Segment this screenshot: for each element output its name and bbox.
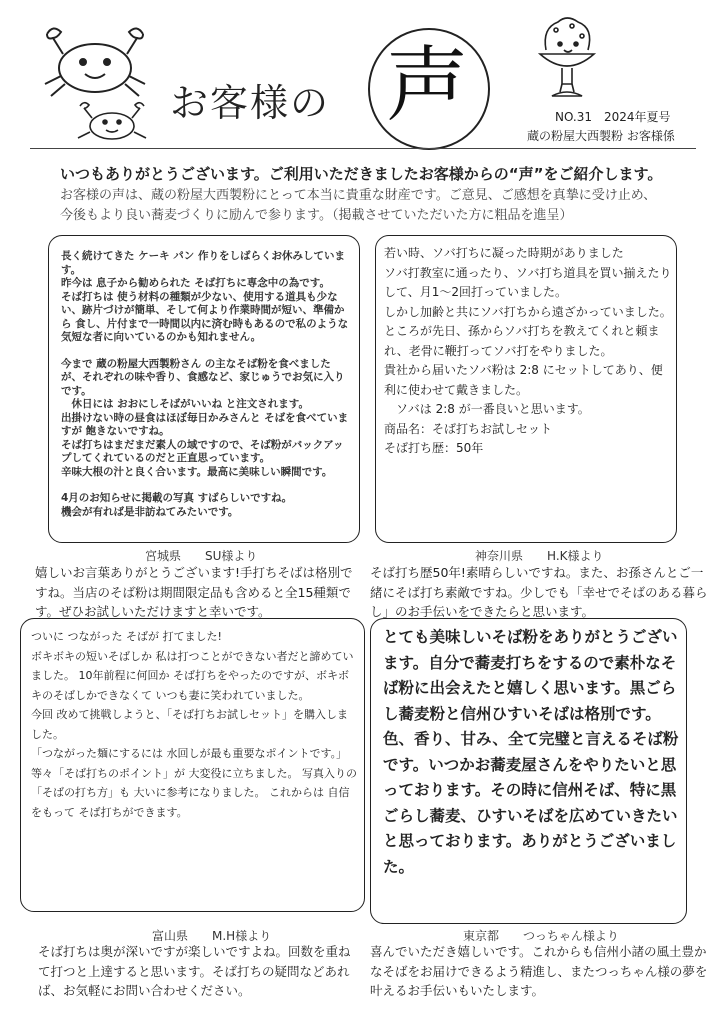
letter-card-tokyo: [370, 618, 687, 924]
letter-paragraph: しかし加齢と共にソバ打ちから遠ざかっていました。: [384, 304, 672, 319]
intro-headline: いつもありがとうございます。ご利用いただきましたお客様からの“声”をご紹介します。: [60, 165, 663, 183]
letter-paragraph: とても美味しいそば粉をありがとうございます。自分で蕎麦打ちをするので素朴なそば粉に出会えたと嬉しく思います。黒ごらし蕎麦粉と信州ひすいそばは格別です。色、香り、甘み、全て完璧と言えるそば粉です。いつかお蕎麦屋さんをやりたいと思っております。その時に信州そば、特に黒ごらし蕎麦、ひすいそばを広めていきたいと思っております。ありがとうございました。: [383, 628, 679, 876]
letter-handwritten-text: [31, 627, 357, 822]
intro-body-line: 今後もより良い蕎麦づくりに励んで参ります。（掲載させていただいた方に粗品を進呈）: [60, 208, 573, 223]
letter-paragraph: 辛味大根の汁と良く合います。最高に美味しい瞬間です。: [61, 465, 333, 478]
letter-paragraph: 機会が有れば是非訪ねてみたいです。: [61, 505, 239, 518]
letter-card-miyagi: [48, 235, 360, 543]
intro-body: [60, 186, 700, 226]
paragraph-gap: [61, 479, 351, 492]
letter-paragraph: 貴社から届いたソバ粉は 2:8 にセットしてあり、便利に使わせて戴きました。: [384, 363, 663, 397]
letter-paragraph: 今回 改めて挑戦しようと、「そば打ちお試しセット」を購入しました。: [31, 708, 348, 741]
letter-signature: 神奈川県 H.K様より: [475, 549, 604, 563]
staff-reply: そば打ちは奥が深いですが楽しいですよね。回数を重ねて打つと上達すると思います。そば打ちの疑問などあれば、お気軽にお問い合わせください。: [38, 944, 351, 998]
title-voice-character: 声: [385, 38, 468, 133]
staff-reply: 喜んでいただき嬉しいです。これからも信州小諸の風土豊かなそばをお届けできるよう精進し、またつっちゃん様の夢を叶えるお手伝いもいたします。: [370, 944, 708, 998]
staff-reply: 嬉しいお言葉ありがとうございます!手打ちそばは格別ですね。当店のそば粉は期間限定品も含めると全15種類です。ぜひお試しいただけますと幸いです。: [35, 565, 353, 619]
letter-paragraph: 出掛けない時の昼食はほぼ毎日かみさんと そばを食べていますが 飽きないですね。: [61, 411, 349, 437]
letter-paragraph: 長く続けてきた ケーキ パン 作りをしばらくお休みしています。: [61, 250, 345, 276]
crab-illustration-large: [35, 10, 155, 110]
header-divider: [30, 148, 696, 149]
letter-text: [61, 250, 351, 519]
letter-paragraph: ボキボキの短いそばしか 私は打つことができない者だと諦めていました。 10年前程に何回か そば打ちをやったのですが、ボキボキのそばしかできなくて いつも妻に笑われていました。: [31, 649, 354, 702]
letter-paragraph: 休日には おおにしそばがいいね と注文されます。: [61, 398, 309, 410]
letter-signature: 宮城県 SU様より: [145, 549, 258, 563]
issue-number: NO.31 2024年夏号: [555, 110, 671, 124]
letter-signature: 富山県 M.H様より: [152, 929, 272, 943]
letter-paragraph: そば打ちは 使う材料の種類が少ない、使用する道具も少ない、跡片づけが簡単、そして何より作業時間が短い、準備から 食し、片付まで一時間以内に済む時もあるので私のような 気短な者に向いているのかも知れません。: [61, 290, 349, 343]
letter-paragraph: 商品名：そば打ちお試しセット: [384, 421, 553, 436]
letter-handwritten-text: [384, 244, 672, 459]
page-title: お客様の: [170, 81, 331, 125]
company-name: 蔵の粉屋大西製粉 お客様係: [527, 129, 675, 143]
letter-paragraph: 「つながった麺にするには 水回しが最も重要なポイントです。」等々「そば打ちのポイント」が 大変役に立ちました。 写真入りの「そばの打ち方」も 大いに参考になりました。 これからは 自信をもって そば打ちができます。: [31, 747, 357, 819]
letter-paragraph: 若い時、ソバ打ちに凝った時期がありました: [384, 246, 624, 260]
letter-paragraph: 4月のお知らせに掲載の写真 すばらしいですね。: [61, 492, 293, 504]
letter-paragraph: 今まで 蔵の粉屋大西製粉さん の主なそば粉を食べましたが、それぞれの味や香り、食感など、家じゅうでお気に入りです。: [61, 357, 345, 397]
letter-paragraph: ソバは 2:8 が一番良いと思います。: [384, 402, 590, 416]
paragraph-gap: [61, 345, 351, 358]
intro-body-line: お客様の声は、蔵の粉屋大西製粉にとって本当に貴重な財産です。ご意見、ご感想を真摯に受け止め、: [60, 188, 657, 203]
crab-illustration-small: [72, 100, 152, 145]
letter-handwritten-text: [383, 625, 679, 880]
letter-paragraph: 昨今は 息子から勧められた そば打ちに専念中の為です。: [61, 277, 330, 289]
letter-signature: 東京都 つっちゃん様より: [463, 929, 619, 943]
letter-paragraph: ところが先日、孫からソバ打ちを教えてくれと頼まれ、老骨に鞭打ってソバ打をやりました。: [384, 324, 660, 358]
shaved-ice-character-illustration: [532, 12, 602, 110]
letter-card-kanagawa: [375, 235, 677, 543]
staff-reply: そば打ち歴50年!素晴らしいですね。また、お孫さんとご一緒にそば打ち素敵ですね。少しでも「幸せでそばのある暮らし」のお手伝いをできたらと思います。: [370, 565, 708, 619]
letter-card-toyama: [20, 618, 365, 912]
letter-paragraph: そば打ちはまだまだ素人の域ですので、そば粉がバックアップしてくれているのだと正直思っています。: [61, 438, 344, 464]
letter-paragraph: そば打ち歴：50年: [384, 441, 484, 455]
letter-paragraph: ソバ打教室に通ったり、ソバ打ち道具を買い揃えたりして、月1〜2回打っていました。: [384, 265, 672, 299]
letter-paragraph: ついに つながった そばが 打てました!: [31, 630, 222, 643]
